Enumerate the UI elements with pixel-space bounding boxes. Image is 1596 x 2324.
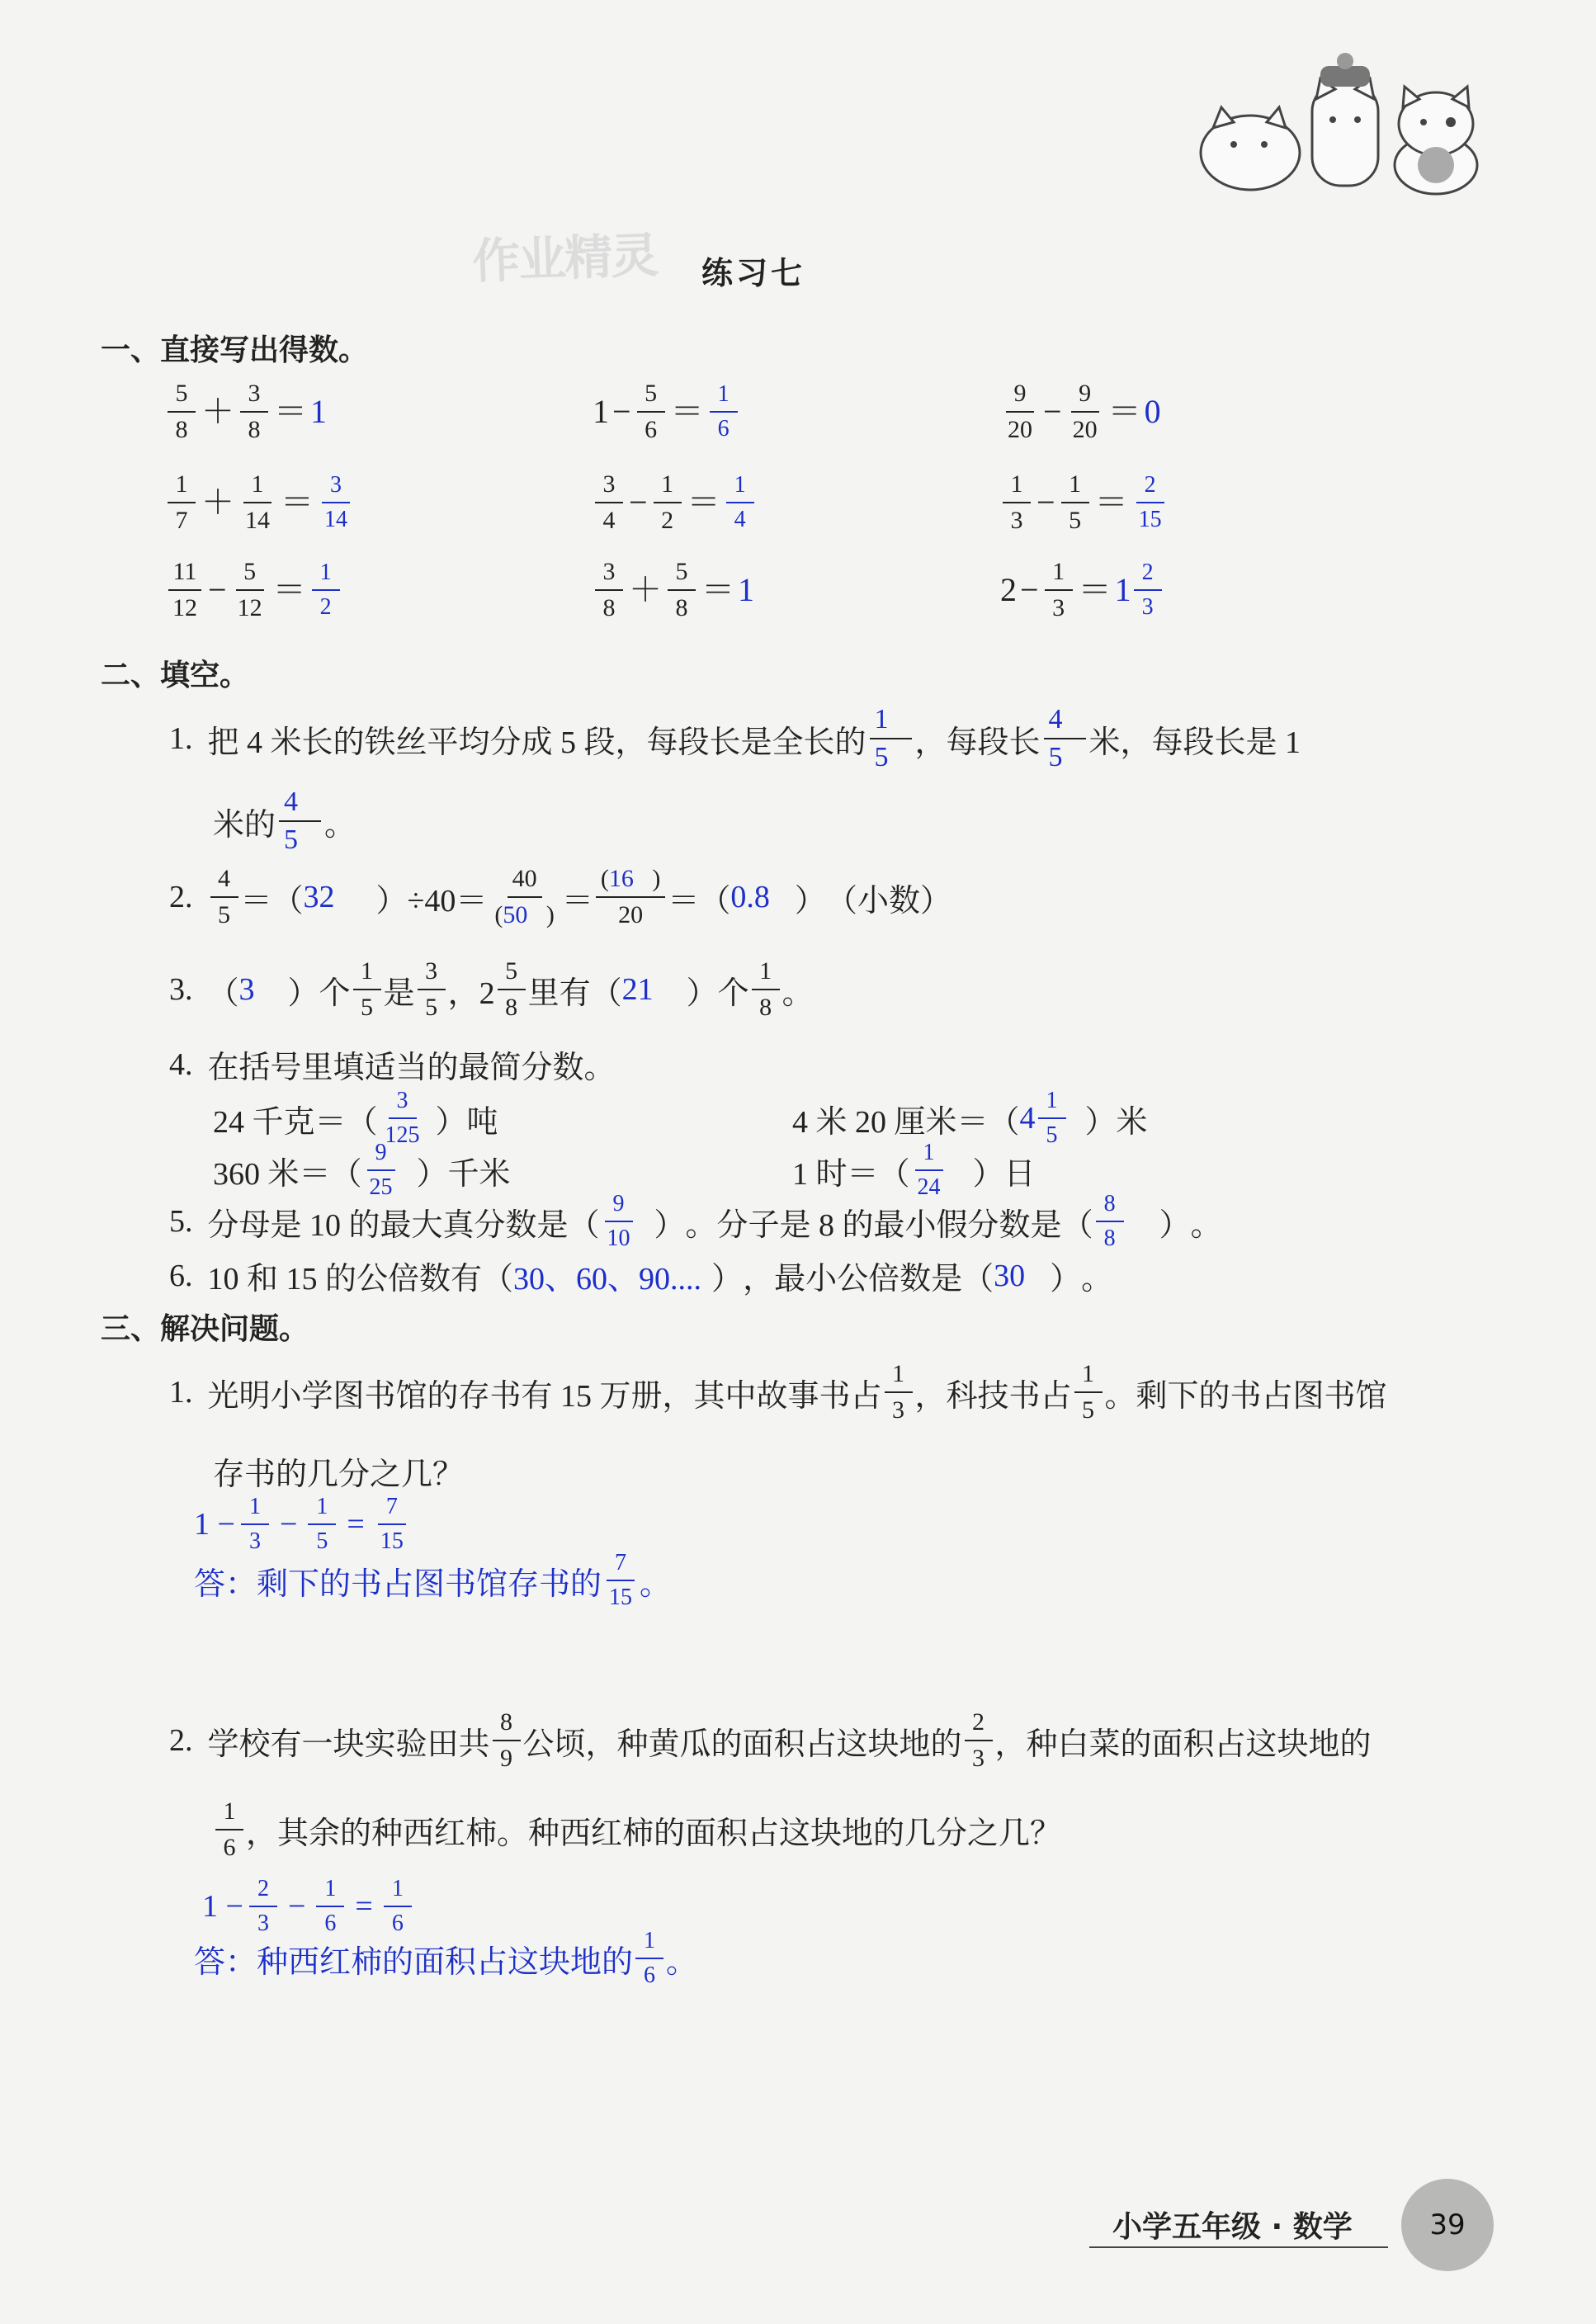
problem-1: 1. 光明小学图书馆的存书有 15 万册，其中故事书占 1 3 ，科技书占 1 5 。剩下的书占图书馆 [169, 1360, 1387, 1424]
problem-2-answer: 答：种西红柿的面积占这块地的 1 6 。 [194, 1928, 698, 1988]
fill-question-6: 6. 10 和 15 的公倍数有 （ 30、60、90.... ） ，最小公倍数是 （ 30 ） 。 [169, 1258, 1113, 1297]
footer-label: 小学五年级 · 数学 [1112, 2210, 1353, 2244]
page-title: 练习七 [701, 255, 806, 291]
calc-item-6: 1 3 − $\frac{1}{5}$ ＝ 2 15 [1000, 472, 1169, 533]
problem-2: 2. 学校有一块实验田共 8 9 公顷，种黄瓜的面积占这块地的 2 3 ，种白菜的面积占这块地的 [169, 1708, 1372, 1772]
calc-item-9: 2 − $\frac{1}{3}$ ＝ 1 2 3 [1000, 560, 1164, 621]
fill-question-5: 5. 分母是 10 的最大真分数是 （ 9 10 ） 。分子是 8 的最小假分数是 （ 8 8 ） 。 [169, 1191, 1222, 1251]
watermark: 作业精灵 [471, 227, 659, 290]
calc-item-1: 5 8 ＋ 3 8 ＝ 1 [165, 381, 327, 442]
fill-question-4-r3: 360 米＝ （ 9 25 ） 千米 [213, 1140, 511, 1200]
footer-rule [1089, 2246, 1388, 2248]
fill-question-4: 4. 在括号里填适当的最简分数。 [169, 1046, 616, 1085]
calc-item-8: 3 8 ＋ 5 8 ＝ 1 [593, 560, 754, 621]
fill-question-4-r2: 4 米 20 厘米＝ （ 4 1 5 ） 米 [792, 1088, 1148, 1148]
section2-heading: 二、填空。 [101, 659, 250, 692]
problem-2-cont: 1 6 ，其余的种西红柿。种西红柿的面积占这块地的几分之几？ [213, 1799, 1061, 1860]
problem-2-calc: 1 − $\frac{2}{3}$ − $\frac{1}{6}$ = $\frac{1}{6}$ [202, 1878, 414, 1935]
fill-question-1-cont: 米的 4 5 。 [213, 786, 357, 855]
section3-heading: 三、解决问题。 [101, 1312, 309, 1346]
fill-question-1: 1. 把 4 米长的铁丝平均分成 5 段，每段长是全长的 1 5 ，每段长 4 5 米，每段长是 1 [169, 704, 1301, 772]
fill-question-2: 2. 4 5 ＝（ 32 ） ÷40＝ 40 (50 ) ＝ (16 ) 20 ＝（ 0.8 ） （小数） [169, 865, 951, 928]
fill-question-4-r4: 1 时＝ （ 1 24 ） 日 [792, 1140, 1036, 1200]
problem-1-calc: 1 − $\frac{1}{3}$ − $\frac{1}{5}$ = $\frac{7}{15}$ [194, 1495, 411, 1553]
calc-item-3: 9 20 − $\frac{9}{20}$ ＝ 0 [1008, 380, 1161, 443]
problem-1-answer: 答：剩下的书占图书馆存书的 7 15 。 [194, 1550, 672, 1610]
calc-item-7: 11 12 − $\frac{5}{12}$ ＝ 1 2 [165, 560, 342, 621]
fill-question-3: 3. （ 3 ） 个 1 5 是 3 5 ，2 5 8 里有 （ 21 ） 个 1 8 。 [169, 957, 814, 1021]
calc-item-4: 1 7 ＋ 1 14 ＝ 3 14 [165, 472, 355, 533]
problem-1-cont: 存书的几分之几？ [213, 1457, 465, 1492]
calc-item-5: 3 4 − $\frac{1}{2}$ ＝ 1 4 [593, 472, 757, 533]
fill-question-4-r1: 24 千克＝ （ 3 125 ） 吨 [213, 1088, 498, 1148]
calc-item-2: 1 − $\frac{5}{6}$ ＝ 1 6 [593, 381, 740, 442]
cats-illustration [1188, 50, 1494, 198]
section1-heading: 一、直接写出得数。 [101, 333, 369, 367]
page-number: 39 [1401, 2179, 1494, 2271]
